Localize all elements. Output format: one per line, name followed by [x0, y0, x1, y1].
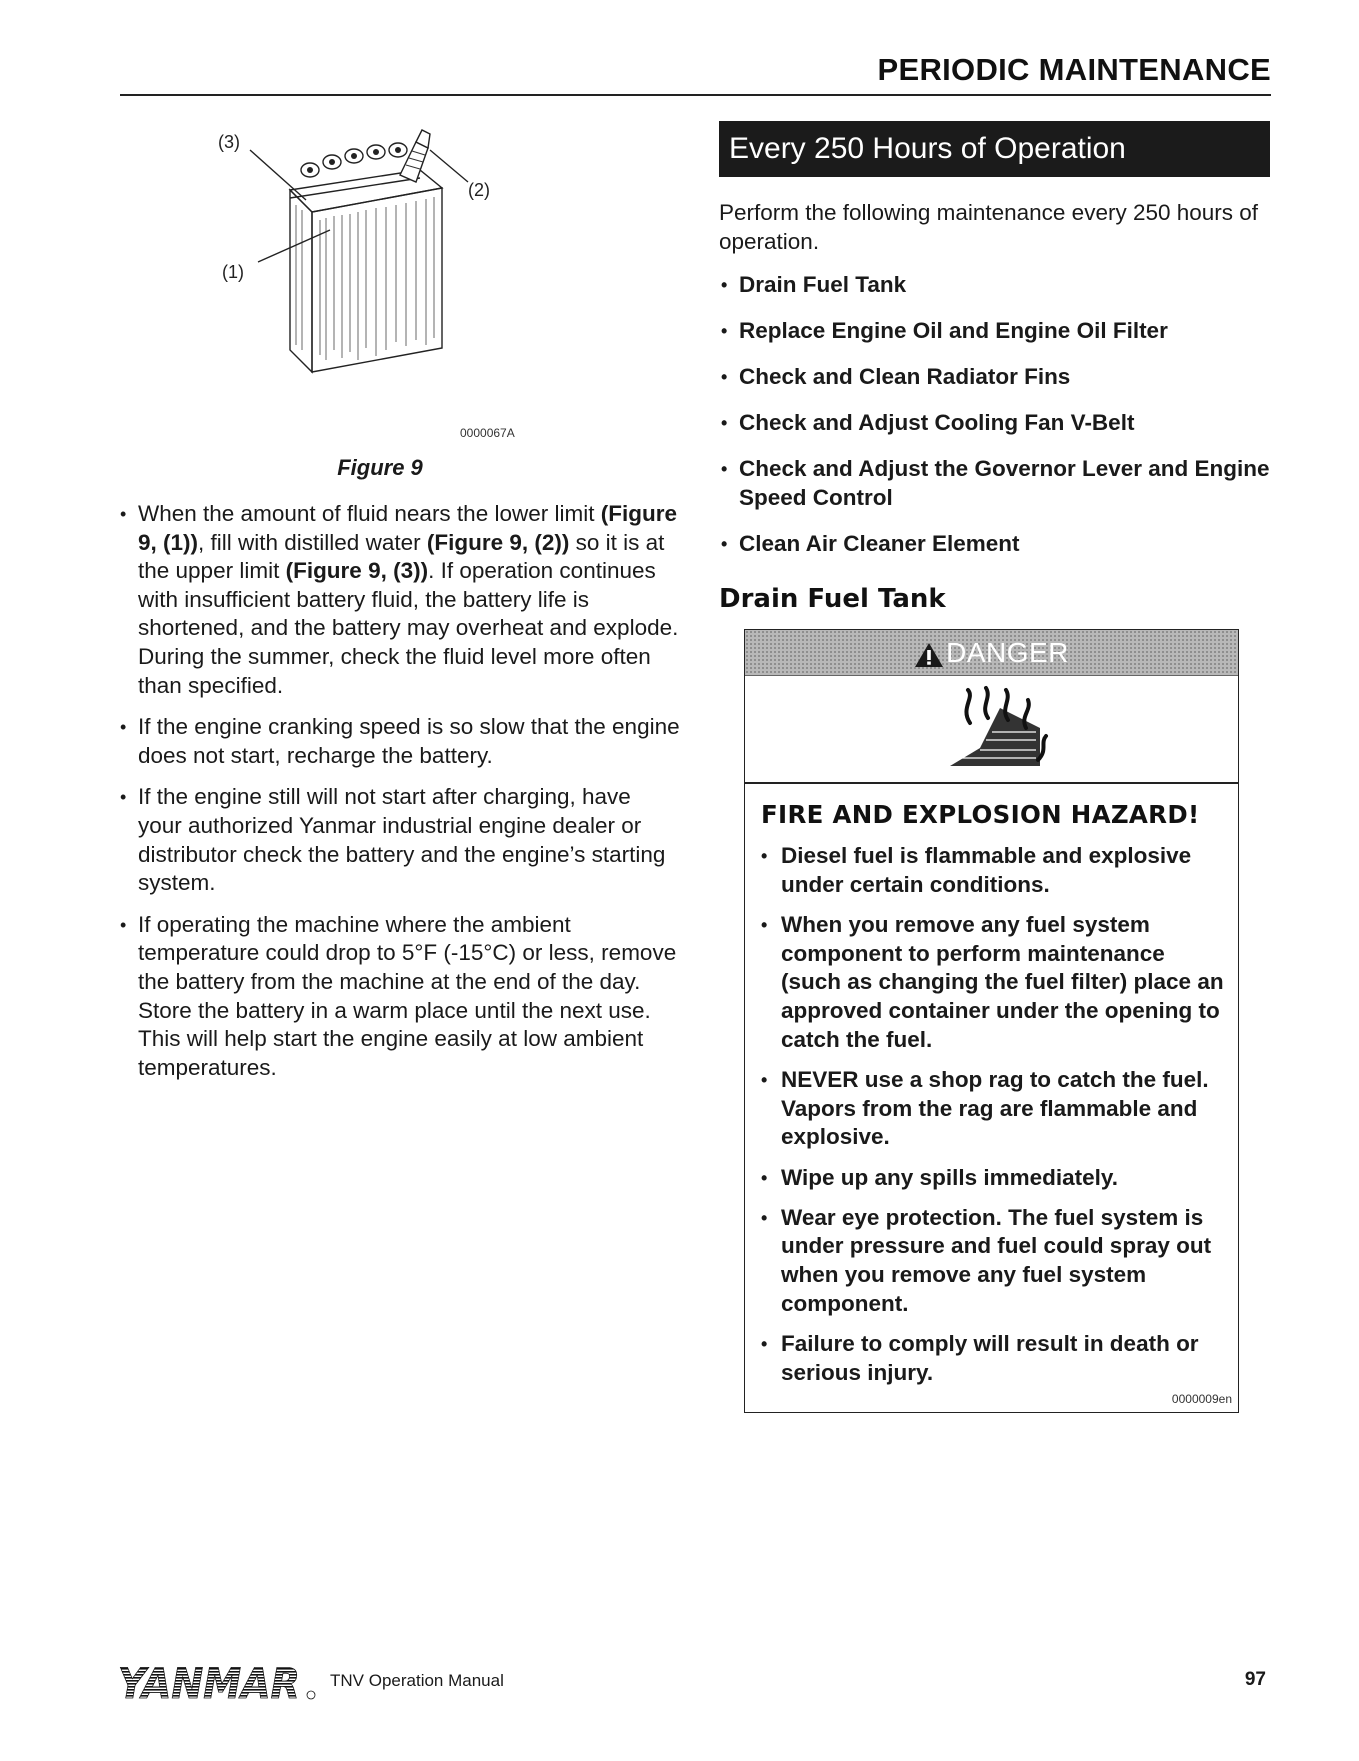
- task-item: • Check and Adjust Cooling Fan V-Belt: [719, 409, 1279, 438]
- figure-ref: (Figure 9, (1)): [138, 501, 677, 555]
- task-item: • Replace Engine Oil and Engine Oil Filter: [719, 317, 1279, 346]
- danger-divider: [745, 782, 1238, 784]
- callout-3: (3): [218, 132, 240, 152]
- hazard-item: • NEVER use a shop rag to catch the fuel. Vapors from the rag are flammable and explosive.: [759, 1066, 1229, 1152]
- list-item: • When the amount of fluid nears the lower limit (Figure 9, (1)), fill with distilled water (Figure 9, (2)) so it is at the upper limit (Figure 9, (3)). If operation continues with insufficient battery fluid, the battery life is shortened, and the battery may overheat and explode. During the summer, check the fluid level more often than specified.: [120, 500, 680, 700]
- danger-header: [745, 630, 1238, 676]
- hazard-item: • Failure to comply will result in death or serious injury.: [759, 1330, 1229, 1387]
- maintenance-task-list: [719, 271, 1279, 576]
- callout-1: (1): [222, 262, 244, 282]
- battery-notes-list: [120, 500, 680, 1095]
- figure-ref: (Figure 9, (2)): [426, 529, 570, 555]
- subheading: Drain Fuel Tank: [719, 584, 946, 614]
- task-item: • Drain Fuel Tank: [719, 271, 1279, 300]
- intro-text: Perform the following maintenance every 250 hours of operation.: [719, 200, 1259, 254]
- task-item: • Check and Clean Radiator Fins: [719, 363, 1279, 392]
- header-rule: [120, 94, 1271, 96]
- task-item: • Check and Adjust the Governor Lever and Engine Speed Control: [719, 455, 1279, 512]
- list-item: • If operating the machine where the ambient temperature could drop to 5°F (-15°C) or less, remove the battery from the machine at the end of the day. Store the battery in a warm place until the next use. This will help start the engine easily at low ambient temperatures.: [120, 911, 680, 1083]
- callout-2: (2): [468, 180, 490, 200]
- danger-label: DANGER: [946, 637, 1069, 668]
- figure-caption: Figure 9: [337, 455, 423, 480]
- hazard-title: FIRE AND EXPLOSION HAZARD!: [761, 800, 1200, 829]
- figure-code: 0000067A: [460, 426, 515, 440]
- hazard-item: • Wipe up any spills immediately.: [759, 1164, 1229, 1193]
- svg-text:YANMAR: YANMAR: [118, 1659, 300, 1708]
- danger-box: [744, 629, 1239, 1413]
- task-item: • Clean Air Cleaner Element: [719, 530, 1279, 559]
- manual-title: TNV Operation Manual: [330, 1671, 504, 1690]
- yanmar-logo: [118, 1659, 318, 1708]
- list-item: • If the engine cranking speed is so slow that the engine does not start, recharge the battery.: [120, 713, 680, 770]
- warning-triangle-icon: [914, 641, 944, 669]
- interval-banner: Every 250 Hours of Operation: [719, 121, 1270, 177]
- page-number: 97: [1244, 1669, 1266, 1690]
- hazard-item: • When you remove any fuel system component to perform maintenance (such as changing the fuel filter) place an approved container under the opening to catch the fuel.: [759, 911, 1229, 1055]
- hazard-list: [759, 842, 1229, 1399]
- fire-icon: [940, 688, 1050, 768]
- figure-ref: (Figure 9, (3)): [285, 558, 429, 584]
- section-title: PERIODIC MAINTENANCE: [877, 52, 1271, 87]
- hazard-item: • Wear eye protection. The fuel system is under pressure and fuel could spray out when you remove any fuel system component.: [759, 1204, 1229, 1319]
- danger-code: 0000009en: [1171, 1392, 1232, 1406]
- hazard-item: • Diesel fuel is flammable and explosive under certain conditions.: [759, 842, 1229, 899]
- list-item: • If the engine still will not start after charging, have your authorized Yanmar industrial engine dealer or distributor check the battery and the engine’s starting system.: [120, 783, 680, 897]
- battery-illustration: [218, 120, 560, 450]
